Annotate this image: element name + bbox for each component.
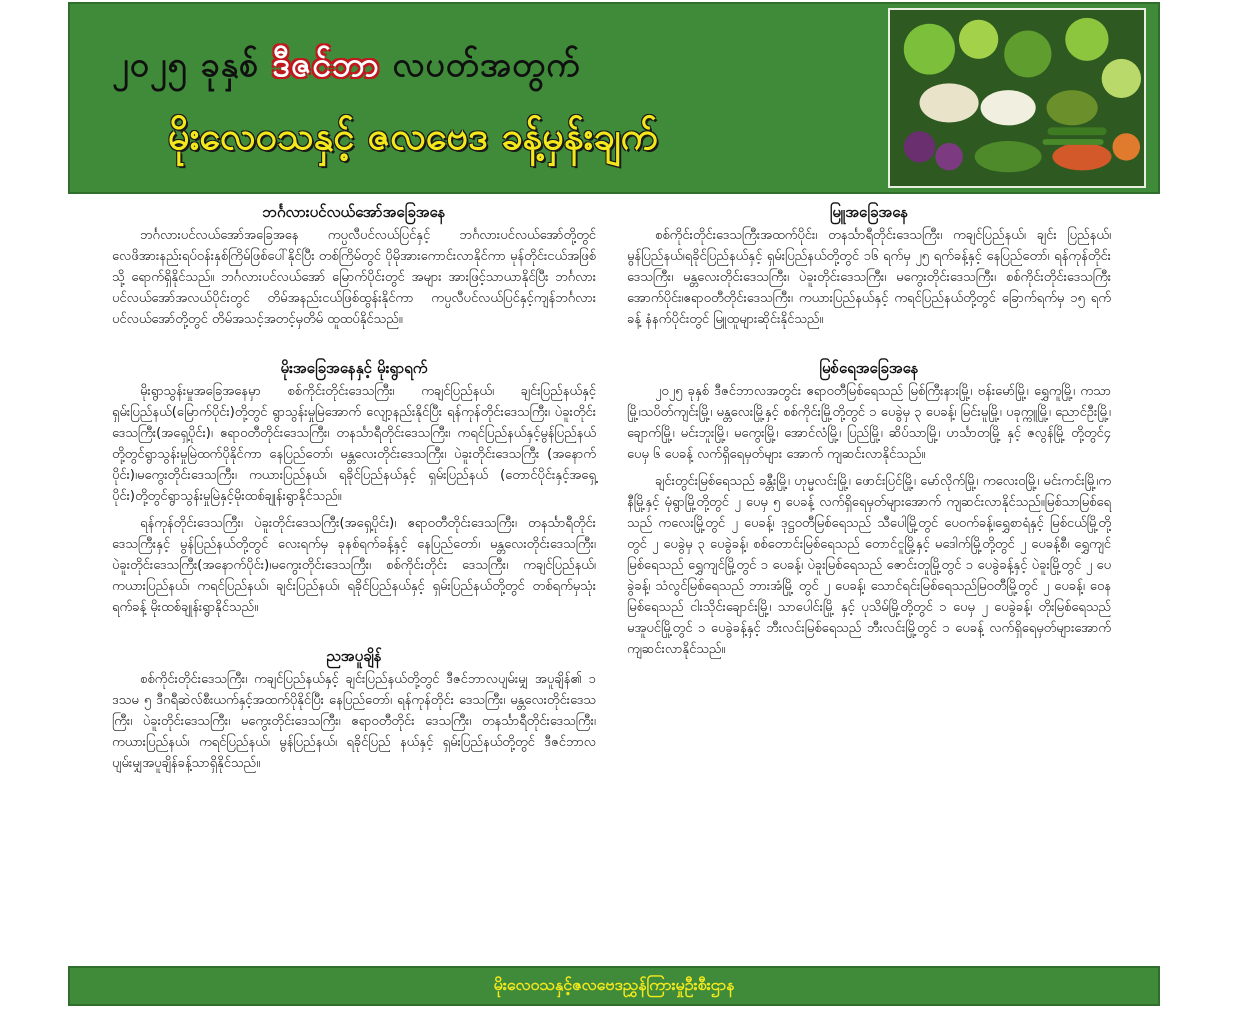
- footer-text: မိုးလေဝသနှင့်ဇလဗေဒညွှန်ကြားမှုဦးစီးဌာန: [493, 975, 735, 994]
- paragraph-rain-1: မိုးရွာသွန်းမှုအခြေအနေမှာ စစ်ကိုင်းတိုင်းဒေသကြီး၊ ကချင်ပြည်နယ်၊ ချင်းပြည်နယ်နှင့် ရှမ်းပြည်နယ်(မြောက်ပိုင်း)တို့တွင် ရွာသွန်းမှုမြဲအောက် လျော့နည်းနိုင်ပြီး ရန်ကုန်တိုင်းဒေသကြီး၊ ပဲခူးတိုင်းဒေသကြီး(အရှေ့ပိုင်း)၊ ဧရာဝတီတိုင်းဒေသကြီး၊ တနင်္သာရီတိုင်းဒေသကြီး၊ ကရင်ပြည်နယ်နှင့်မွန်ပြည်နယ်တို့တွင်ရွာသွန်းမှုမြဲထက်ပိုနိုင်ကာ နေပြည်တော်၊ မန္တလေးတိုင်းဒေသကြီး၊ ပဲခူးတိုင်းဒေသကြီး (အနောက်ပိုင်း)၊မကွေးတိုင်းဒေသကြီး၊ ကယားပြည်နယ်၊ ရခိုင်ပြည်နယ်နှင့် ရှမ်းပြည်နယ် (တောင်ပိုင်းနှင့်အရှေ့ပိုင်း)တို့တွင်ရွာသွန်းမှုမြဲနှင့်မိုးထစ်ချုန်းရွာနိုင်သည်။: [112, 384, 596, 504]
- paragraph-rain-2: ရန်ကုန်တိုင်းဒေသကြီး၊ ပဲခူးတိုင်းဒေသကြီး(အရှေ့ပိုင်း)၊ ဧရာဝတီတိုင်းဒေသကြီး၊ တနင်္သာရီတိုင်းဒေသကြီးနှင့် မွန်ပြည်နယ်တို့တွင် လေးရက်မှ ခုနစ်ရက်ခန့်နှင့် နေပြည်တော်၊ မန္တလေးတိုင်းဒေသကြီး၊ပဲခူးတိုင်းဒေသကြီး(အနောက်ပိုင်း)၊မကွေးတိုင်းဒေသကြီး၊ စစ်ကိုင်းတိုင်း ဒေသကြီး၊ ကချင်ပြည်နယ်၊ကယားပြည်နယ်၊ ကရင်ပြည်နယ်၊ ချင်းပြည်နယ်၊ ရခိုင်ပြည်နယ်နှင့် ရှမ်းပြည်နယ်တို့တွင် တစ်ရက်မှသုံးရက်ခန့် မိုးထစ်ချုန်းရွာနိုင်သည်။: [112, 516, 596, 615]
- header-banner: [68, 2, 1160, 194]
- heading-mist: မြူအခြေအနေ: [829, 203, 909, 221]
- title-year: ၂၀၂၅ ခုနှစ်: [112, 45, 260, 85]
- paragraph-mist: စစ်ကိုင်းတိုင်းဒေသကြီးအထက်ပိုင်း၊ တနင်္သာရီတိုင်းဒေသကြီး၊ ကချင်ပြည်နယ်၊ ချင်း ပြည်နယ်၊ မွန်ပြည်နယ်၊ရခိုင်ပြည်နယ်နှင့် ရှမ်းပြည်နယ်တို့တွင် ၁၆ ရက်မှ ၂၅ ရက်ခန့်နှင့် နေပြည်တော်၊ ရန်ကုန်တိုင်းဒေသကြီး၊ မန္တလေးတိုင်းဒေသကြီး၊ ပဲခူးတိုင်းဒေသကြီး၊ မကွေးတိုင်းဒေသကြီး၊ စစ်ကိုင်းတိုင်းဒေသကြီးအောက်ပိုင်း၊ဧရာဝတီတိုင်းဒေသကြီး၊ ကယားပြည်နယ်နှင့် ကရင်ပြည်နယ်တို့တွင် ခြောက်ရက်မှ ၁၅ ရက်ခန့် နံနက်ပိုင်းတွင် မြူထူများဆိုင်းနိုင်သည်။: [627, 228, 1111, 327]
- paragraph-night-temperature: စစ်ကိုင်းတိုင်းဒေသကြီး၊ ကချင်ပြည်နယ်နှင့် ချင်းပြည်နယ်တို့တွင် ဒီဇင်ဘာလပျမ်းမျှ အပူချိန်၏ ၁ ဒသမ ၅ ဒီဂရီဆဲလ်စီးယက်နှင့်အထက်ပိုနိုင်ပြီး နေပြည်တော်၊ ရန်ကုန်တိုင်း ဒေသကြီး၊ မန္တလေးတိုင်းဒေသကြီး၊ ပဲခူးတိုင်းဒေသကြီး၊ မကွေးတိုင်းဒေသကြီး၊ ဧရာဝတီတိုင်း ဒေသကြီး၊ တနင်္သာရီတိုင်းဒေသကြီး၊ကယားပြည်နယ်၊ ကရင်ပြည်နယ်၊ မွန်ပြည်နယ်၊ ရခိုင်ပြည် နယ်နှင့် ရှမ်းပြည်နယ်တို့တွင် ဒီဇင်ဘာလ ပျမ်းမျှအပူချိန်ခန့်သာရှိနိုင်သည်။: [112, 672, 596, 771]
- banner-title: [112, 42, 732, 102]
- paragraph-river-1: ၂၀၂၅ ခုနှစ် ဒီဇင်ဘာလအတွင်း ဧရာဝတီမြစ်ရေသည် မြစ်ကြီးနားမြို့၊ ဗန်းမော်မြို့၊ ရွှေကူမြို့၊ ကသာမြို့၊သပိတ်ကျင်းမြို့၊ မန္တလေးမြို့နှင့် စစ်ကိုင်းမြို့တို့တွင် ၁ ပေခွဲမှ ၃ ပေခန့်၊ မြင်းမူမြို့၊ ပခုက္ကူမြို့၊ ညောင်ဦးမြို့၊ ချောက်မြို့၊ မင်းဘူးမြို့၊ မကွေးမြို့၊ အောင်လံမြို့၊ ပြည်မြို့၊ ဆိပ်သာမြို့၊ ဟင်္သာတမြို့ နှင့် ဇလွန်မြို့ တို့တွင်၄ ပေမှ ၆ ပေခန့် လက်ရှိရေမှတ်များ အောက် ကျဆင်းလာနိုင်သည်။: [627, 384, 1111, 462]
- title-period: လပတ်အတွက်: [392, 45, 581, 85]
- heading-night-temperature: ညအပူချိန်: [326, 647, 382, 665]
- vegetables-photo: [888, 8, 1146, 188]
- banner-subtitle: မိုးလေဝသနှင့် ဇလဗေဒ ခန့်မှန်းချက်: [168, 114, 658, 158]
- right-column: [627, 198, 1111, 666]
- paragraph-bay-of-bengal: ဘင်္ဂလားပင်လယ်အော်အခြေအနေ ကပ္ပလီပင်လယ်ပြင်နှင့် ဘင်္ဂလားပင်လယ်အော်တို့တွင် လေဖိအားနည်းရပ်ဝန်းနှစ်ကြိမ်ဖြစ်ပေါ်နိုင်ပြီး တစ်ကြိမ်တွင် ပိုမိုအားကောင်းလာနိုင်ကာ မုန်တိုင်းငယ်အဖြစ်သို့ ရောက်ရှိနိုင်သည်။ ဘင်္ဂလားပင်လယ်အော် မြောက်ပိုင်းတွင် အများ အားဖြင့်သာယာနိုင်ပြီး ဘင်္ဂလားပင်လယ်အော်အလယ်ပိုင်းတွင် တိမ်အနည်းငယ်ဖြစ်ထွန်းနိုင်ကာ ကပ္ပလီပင်လယ်ပြင်နှင့်ကျန်ဘင်္ဂလားပင်လယ်အော်တို့တွင် တိမ်အသင့်အတင့်မှတိမ် ထူထပ်နိုင်သည်။: [112, 228, 596, 327]
- footer-department: [68, 966, 1160, 1006]
- heading-river: မြစ်ရေအခြေအနေ: [819, 359, 919, 377]
- heading-bay-of-bengal: ဘင်္ဂလားပင်လယ်အော်အခြေအနေ: [262, 203, 446, 221]
- vegetables-illustration: [890, 10, 1144, 186]
- heading-rain: မိုးအခြေအနေနှင့် မိုးရွာရက်: [280, 359, 428, 377]
- left-column: [112, 198, 596, 780]
- title-month: ဒီဇင်ဘာ: [272, 45, 380, 85]
- paragraph-river-2: ချင်းတွင်းမြစ်ရေသည် ခန္တီးမြို့၊ ဟုမ္မလင်းမြို့၊ ဖောင်းပြင်မြို့၊ မော်လိုက်မြို့၊ ကလေးဝမြို့၊ မင်းကင်းမြို့၊ကနီမြို့နှင့် မုံရွာမြို့တို့တွင် ၂ ပေမှ ၅ ပေခန့် လက်ရှိရေမှတ်များအောက် ကျဆင်းလာနိုင်သည်။မြစ်သာမြစ်ရေသည် ကလေးမြို့တွင် ၂ ပေခန့်၊ ဒုဋ္ဌဝတီမြစ်ရေသည် သီပေါမြို့တွင် ပေဝက်ခန့်၊ရွှေစာရံနှင့် မြစ်ငယ်မြို့တို့တွင် ၂ ပေခွဲမှ ၃ ပေခွဲခန့်၊ စစ်တောင်းမြစ်ရေသည် တောင်ငူမြို့နှင့် မဒေါက်မြို့တို့တွင် ၂ ပေခန့်စီ၊ ရွှေကျင်မြစ်ရေသည် ရွှေကျင်မြို့တွင် ၁ ပေခန့်၊ ပဲခူးမြစ်ရေသည် ဇောင်းတူမြို့တွင် ၁ ပေခွဲခန့်နှင့် ပဲခူးမြို့တွင် ၂ ပေခွဲခန့်၊ သံလွင်မြစ်ရေသည် ဘားအံမြို့ တွင် ၂ ပေခန့်၊ သောင်ရင်းမြစ်ရေသည်မြဝတီမြို့တွင် ၂ ပေခန့်၊ ဝေနမြစ်ရေသည် ငါးသိုင်းချောင်းမြို့၊ သာပေါင်းမြို့ နှင့် ပုသိမ်မြို့တို့တွင် ၁ ပေမှ ၂ ပေခွဲခန့်၊ တိုးမြစ်ရေသည် မအူပင်မြို့တွင် ၁ ပေခွဲခန့်နှင့် ဘီးလင်းမြစ်ရေသည် ဘီးလင်းမြို့တွင် ၁ ပေခန့် လက်ရှိရေမှတ်များအောက် ကျဆင်းလာနိုင်သည်။: [627, 474, 1111, 657]
